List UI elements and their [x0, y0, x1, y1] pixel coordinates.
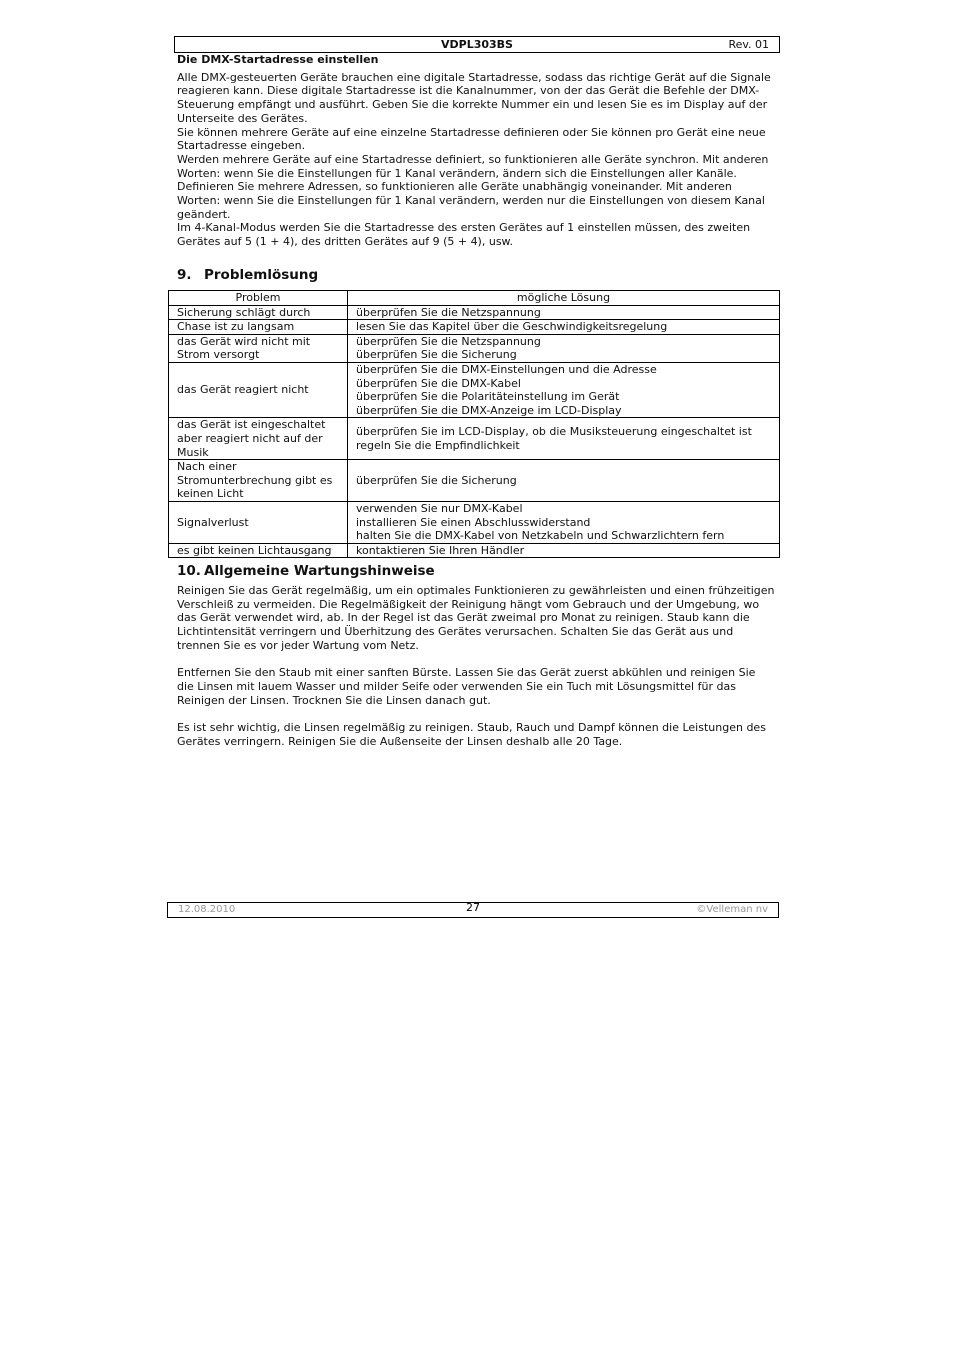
maintenance-paragraph: Es ist sehr wichtig, die Linsen regelmäßig zu reinigen. Staub, Rauch und Dampf können die Leistungen des Gerätes verringern. Reinigen Sie die Außenseite der Linsen deshalb alle 20 Tage.	[177, 721, 766, 748]
solution-cell	[348, 543, 780, 558]
dmx-paragraph: Werden mehrere Geräte auf eine Startadresse definiert, so funktionieren alle Geräte synchron. Mit anderen Worten: wenn Sie die Einstellungen für 1 Kanal verändern, ändern sich die Einstellungen aller Kanäle.	[177, 152, 769, 180]
problem-cell: das Gerät reagiert nicht	[169, 362, 348, 417]
table-row	[169, 320, 780, 335]
solution-line: kontaktieren Sie Ihren Händler	[356, 543, 525, 557]
table-header-row	[169, 291, 780, 306]
solution-line: überprüfen Sie die Netzspannung	[356, 334, 541, 348]
solution-line: verwenden Sie nur DMX-Kabel	[356, 501, 523, 515]
dmx-section-title: Die DMX-Startadresse einstellen	[177, 53, 379, 66]
table-row	[169, 362, 780, 417]
solution-cell	[348, 362, 780, 417]
solution-line: überprüfen Sie die DMX-Einstellungen und die Adresse	[356, 362, 657, 376]
solution-cell	[348, 501, 780, 543]
problem-cell: Chase ist zu langsam	[169, 320, 348, 335]
section-10-title: Allgemeine Wartungshinweise	[204, 563, 435, 579]
solution-cell	[348, 418, 780, 460]
dmx-paragraph: Definieren Sie mehrere Adressen, so funktionieren alle Geräte unabhängig voneinander. Mit anderen Worten: wenn Sie die Einstellungen für 1 Kanal verändern, werden nur die Einstellungen von diesem Kanal geändert.	[177, 180, 765, 221]
solution-line: überprüfen Sie die DMX-Anzeige im LCD-Display	[356, 403, 622, 417]
dmx-paragraph: Alle DMX-gesteuerten Geräte brauchen eine digitale Startadresse, sodass das richtige Gerät auf die Signale reagieren kann. Diese digitale Startadresse ist die Kanalnummer, von der das Gerät die Befehle der DMX-Steuerung empfängt und ausführt. Geben Sie die korrekte Nummer ein und lesen Sie es im Display auf der Unterseite des Gerätes.	[177, 70, 771, 125]
model-name: VDPL303BS	[441, 38, 513, 51]
solution-line: überprüfen Sie die Netzspannung	[356, 305, 541, 319]
page-number: 27	[466, 901, 480, 914]
problem-cell: Nach einer Stromunterbrechung gibt es keinen Licht	[169, 460, 348, 502]
solution-cell	[348, 305, 780, 320]
dmx-paragraph: Im 4-Kanal-Modus werden Sie die Startadresse des ersten Gerätes auf 1 einstellen müssen, des zweiten Gerätes auf 5 (1 + 4), des dritten Gerätes auf 9 (5 + 4), usw.	[177, 221, 751, 249]
problem-cell: Signalverlust	[169, 501, 348, 543]
footer-date: 12.08.2010	[178, 904, 236, 915]
solution-line: halten Sie die DMX-Kabel von Netzkabeln und Schwarzlichtern fern	[356, 529, 725, 543]
footer-copyright: ©Velleman nv	[696, 904, 768, 915]
table-row	[169, 418, 780, 460]
section-9-number: 9.	[177, 267, 192, 283]
column-header-problem: Problem	[169, 291, 348, 306]
solution-line: überprüfen Sie die Sicherung	[356, 473, 517, 487]
troubleshooting-table	[168, 290, 780, 558]
table-row	[169, 334, 780, 362]
table-row	[169, 543, 780, 558]
section-9-title: Problemlösung	[204, 267, 319, 283]
solution-cell	[348, 460, 780, 502]
page-footer	[167, 902, 779, 918]
maintenance-section	[177, 584, 775, 762]
section-9-heading	[177, 266, 318, 284]
solution-cell	[348, 334, 780, 362]
section-10-heading	[177, 562, 435, 580]
solution-line: lesen Sie das Kapitel über die Geschwindigkeitsregelung	[356, 320, 668, 334]
table-row	[169, 501, 780, 543]
problem-cell: Sicherung schlägt durch	[169, 305, 348, 320]
maintenance-paragraph: Entfernen Sie den Staub mit einer sanften Bürste. Lassen Sie das Gerät zuerst abkühlen und reinigen Sie die Linsen mit lauem Wasser und milder Seife oder verwenden Sie ein Tuch mit Lösungsmittel für das Reinigen der Linsen. Trocknen Sie die Linsen danach gut.	[177, 666, 756, 707]
solution-line: überprüfen Sie die Sicherung	[356, 348, 517, 362]
table-row	[169, 305, 780, 320]
section-10-number: 10.	[177, 563, 201, 579]
dmx-paragraph: Sie können mehrere Geräte auf eine einzelne Startadresse definieren oder Sie können pro Gerät eine neue Startadresse eingeben.	[177, 125, 766, 153]
solution-line: überprüfen Sie die Polaritäteinstellung im Gerät	[356, 390, 620, 404]
solution-cell	[348, 320, 780, 335]
problem-cell: das Gerät wird nicht mit Strom versorgt	[169, 334, 348, 362]
page-header	[174, 36, 780, 53]
problem-cell: das Gerät ist eingeschaltet aber reagiert nicht auf der Musik	[169, 418, 348, 460]
solution-line: überprüfen Sie im LCD-Display, ob die Musiksteuerung eingeschaltet ist regeln Sie die Empfindlichkeit	[356, 425, 752, 452]
table-row	[169, 460, 780, 502]
maintenance-paragraph: Reinigen Sie das Gerät regelmäßig, um ein optimales Funktionieren zu gewährleisten und einen frühzeitigen Verschleiß zu vermeiden. Die Regelmäßigkeit der Reinigung hängt vom Gebrauch und der Umgebung, wo das Gerät verwendet wird, ab. In der Regel ist das Gerät zweimal pro Monat zu reinigen. Staub kann die Lichtintensität verringern und Überhitzung des Gerätes verursachen. Schalten Sie das Gerät aus und trennen Sie es vor jeder Wartung vom Netz.	[177, 584, 775, 652]
problem-cell: es gibt keinen Lichtausgang	[169, 543, 348, 558]
dmx-section	[177, 53, 775, 249]
solution-line: installieren Sie einen Abschlusswiderstand	[356, 515, 591, 529]
revision: Rev. 01	[728, 38, 769, 51]
table-body	[169, 305, 780, 558]
column-header-solution: mögliche Lösung	[348, 291, 780, 306]
solution-line: überprüfen Sie die DMX-Kabel	[356, 376, 521, 390]
